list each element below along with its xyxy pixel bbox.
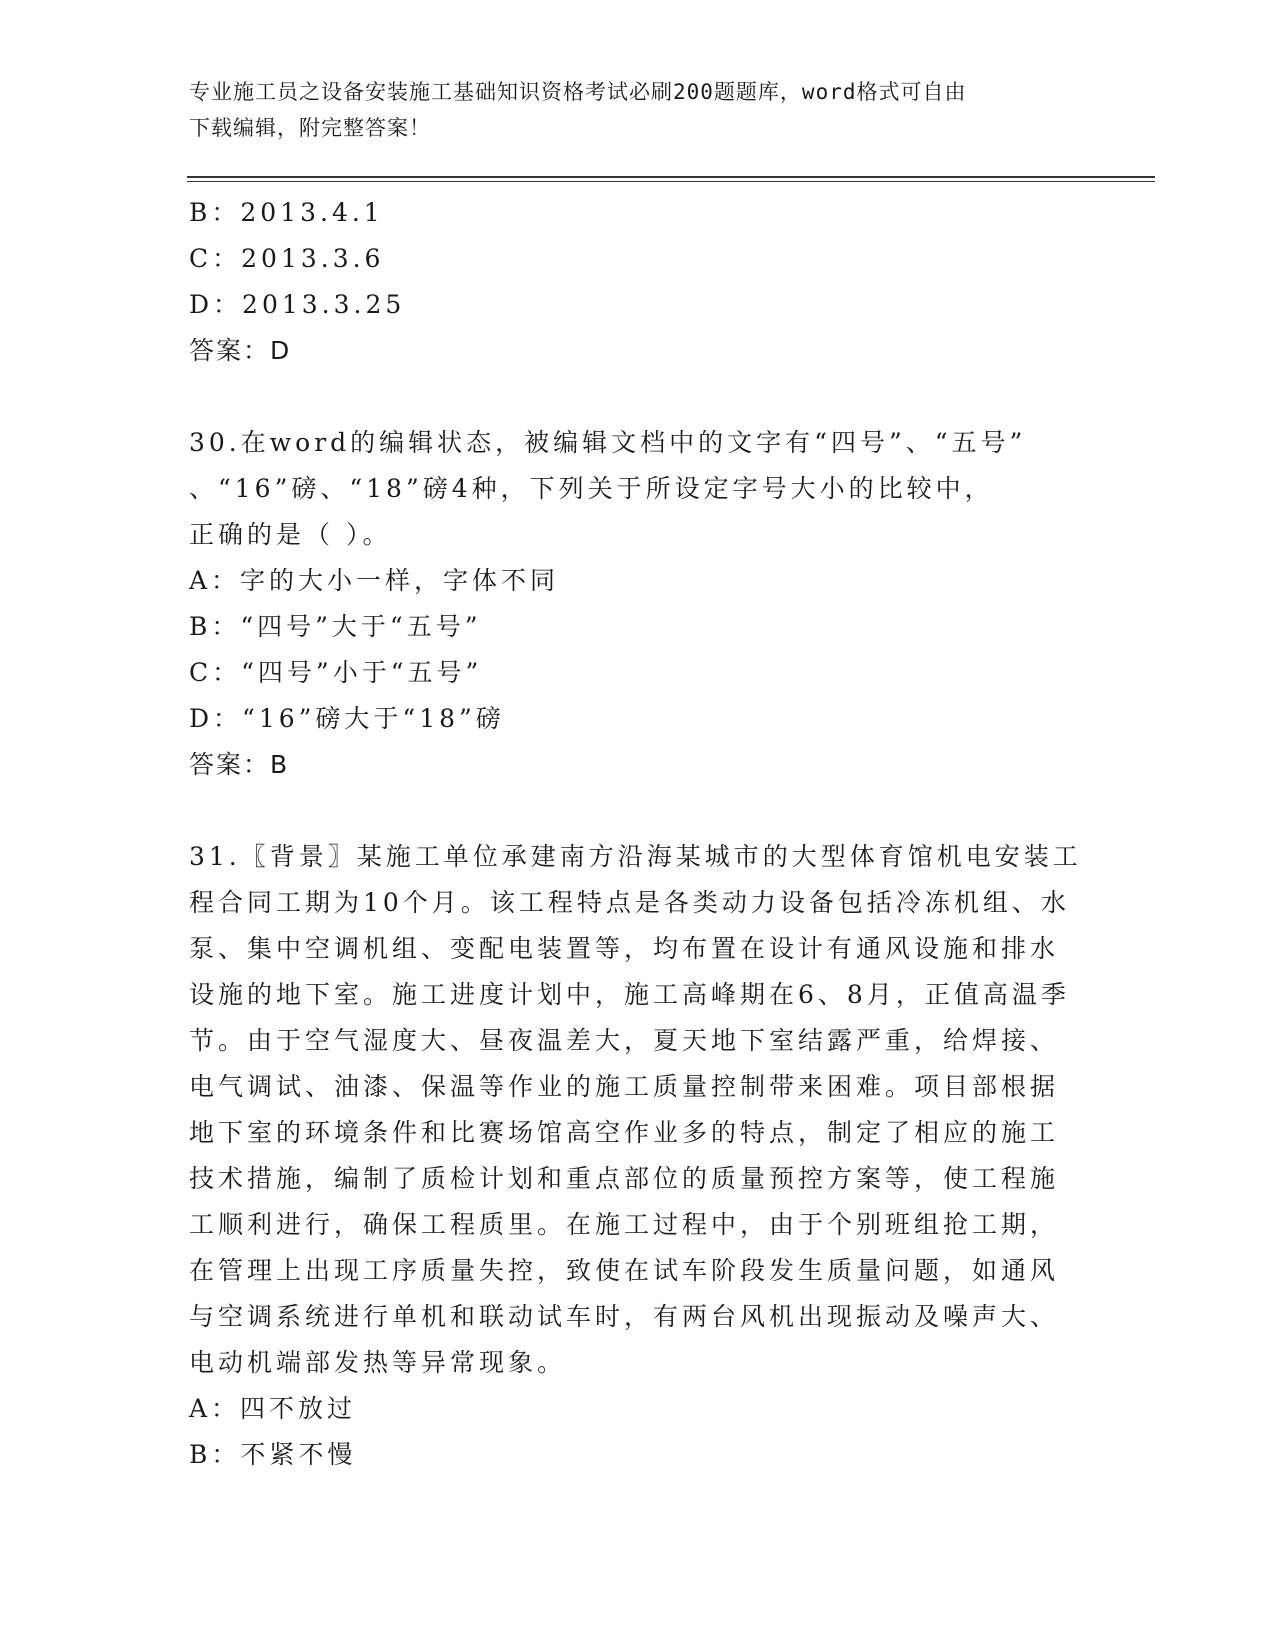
document-body xyxy=(189,190,1089,1478)
question-text-line: 31.〖背景〗某施工单位承建南方沿海某城市的大型体育馆机电安装工 xyxy=(189,842,1082,871)
option-c: C：2013.3.6 xyxy=(189,244,385,273)
option-d: D：“16”磅大于“18”磅 xyxy=(189,704,505,733)
option-b: B：2013.4.1 xyxy=(189,198,384,227)
question-text-line: 节。由于空气湿度大、昼夜温差大，夏天地下室结露严重，给焊接、 xyxy=(189,1026,1060,1055)
question-text-line: 、“16”磅、“18”磅4种，下列关于所设定字号大小的比较中， xyxy=(189,474,994,503)
question-text-line: 设施的地下室。施工进度计划中，施工高峰期在6、8月，正值高温季 xyxy=(189,980,1070,1009)
question-text-line: 技术措施，编制了质检计划和重点部位的质量预控方案等，使工程施 xyxy=(189,1164,1060,1193)
answer-text: 答案：D xyxy=(189,336,292,365)
option-c: C：“四号”小于“五号” xyxy=(189,658,483,687)
question-text-line: 电气调试、油漆、保温等作业的施工质量控制带来困难。项目部根据 xyxy=(189,1072,1060,1101)
question-31 xyxy=(189,834,1089,1478)
question-text-line: 地下室的环境条件和比赛场馆高空作业多的特点，制定了相应的施工 xyxy=(189,1118,1060,1147)
question-text-line: 泵、集中空调机组、变配电装置等，均布置在设计有通风设施和排水 xyxy=(189,934,1060,963)
question-30 xyxy=(189,420,1089,788)
question-text-line: 在管理上出现工序质量失控，致使在试车阶段发生质量问题，如通风 xyxy=(189,1256,1060,1285)
header-rule-thick xyxy=(187,176,1155,178)
header-line-1: 专业施工员之设备安装施工基础知识资格考试必刷200题题库，word格式可自由 xyxy=(189,80,967,104)
question-29-tail xyxy=(189,190,1089,374)
header-line-2: 下载编辑，附完整答案！ xyxy=(189,116,431,140)
question-text-line: 正确的是（ ）。 xyxy=(189,520,392,549)
question-text-line: 工顺利进行，确保工程质里。在施工过程中，由于个别班组抢工期， xyxy=(189,1210,1060,1239)
option-b: B：“四号”大于“五号” xyxy=(189,612,482,641)
question-text-line: 电动机端部发热等异常现象。 xyxy=(189,1348,567,1377)
document-header xyxy=(189,74,1089,146)
option-b: B：不紧不慢 xyxy=(189,1440,357,1469)
question-text-line: 程合同工期为10个月。该工程特点是各类动力设备包括冷冻机组、水 xyxy=(189,888,1070,917)
option-a: A：四不放过 xyxy=(189,1394,357,1423)
option-d: D：2013.3.25 xyxy=(189,290,406,319)
answer-text: 答案：B xyxy=(189,750,290,779)
option-a: A：字的大小一样，字体不同 xyxy=(189,566,560,595)
header-rule-thin xyxy=(187,181,1155,182)
question-text-line: 30.在word的编辑状态，被编辑文档中的文字有“四号”、“五号” xyxy=(189,428,1027,457)
question-text-line: 与空调系统进行单机和联动试车时，有两台风机出现振动及噪声大、 xyxy=(189,1302,1060,1331)
